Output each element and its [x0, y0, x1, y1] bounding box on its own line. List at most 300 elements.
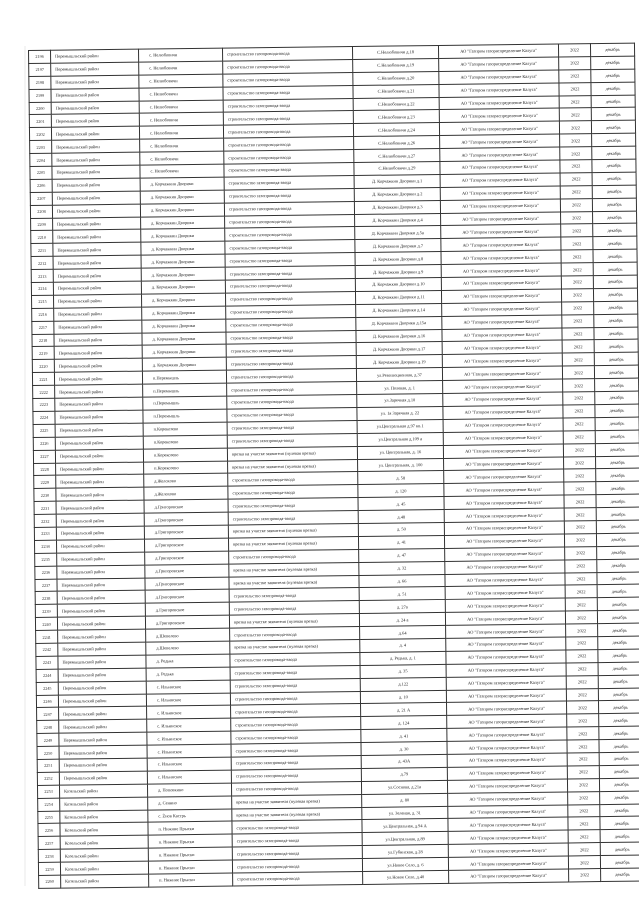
- row-number-cell: 2247: [37, 708, 59, 721]
- work-type-cell: строительство газопровода-ввода: [224, 137, 354, 151]
- district-cell: Перемышльский район: [55, 410, 143, 424]
- month-cell: декабрь: [596, 533, 639, 546]
- year-cell: 2022: [559, 95, 591, 108]
- district-cell: Перемышльский район: [51, 62, 139, 76]
- district-cell: Перемышльский район: [54, 307, 142, 321]
- settlement-cell: с. Нелюбовичи: [138, 48, 222, 62]
- month-cell: декабрь: [591, 56, 635, 69]
- year-cell: 2022: [563, 443, 595, 456]
- district-cell: Перемышльский район: [55, 449, 143, 463]
- year-cell: 2022: [568, 804, 600, 817]
- settlement-cell: п.Перемышль: [143, 383, 227, 397]
- row-number-cell: 2246: [36, 695, 58, 708]
- work-type-cell: строительство газопровода-ввода: [228, 498, 358, 512]
- row-number-cell: 2236: [35, 566, 57, 579]
- settlement-cell: д.Григоровское: [144, 525, 228, 539]
- address-cell: д. 10: [360, 690, 446, 704]
- work-type-cell: строительство газопровода-ввода: [224, 163, 354, 177]
- contractor-cell: АО "Газпром газораспределение Калуга": [446, 676, 566, 690]
- address-cell: ул. Центральная, д. 100: [358, 458, 444, 472]
- district-cell: Козельский район: [60, 797, 148, 811]
- work-type-cell: врезка на участке заявителя (нулевая врезка): [228, 536, 358, 550]
- row-number-cell: 2257: [38, 836, 60, 849]
- month-cell: декабрь: [600, 855, 639, 868]
- work-type-cell: строительство газопровода-ввода: [228, 485, 358, 499]
- month-cell: декабрь: [598, 688, 639, 701]
- address-cell: С.Нелюбовичи д.20: [353, 71, 439, 85]
- month-cell: декабрь: [596, 468, 639, 481]
- contractor-cell: АО "Газпром газораспределение Калуга": [438, 44, 558, 58]
- row-number-cell: 2228: [34, 463, 56, 476]
- month-cell: декабрь: [598, 623, 639, 636]
- work-type-cell: строительство газопровода-ввода: [227, 420, 357, 434]
- row-number-cell: 2242: [36, 643, 58, 656]
- district-cell: Перемышльский район: [56, 475, 144, 489]
- settlement-cell: д. Корчажкин Дворики: [141, 216, 225, 230]
- month-cell: декабрь: [599, 765, 639, 778]
- district-cell: Перемышльский район: [53, 217, 141, 231]
- work-type-cell: строительство газопровода-ввода: [223, 124, 353, 138]
- settlement-cell: с. Нелюбовичи: [139, 61, 223, 75]
- district-cell: Козельский район: [60, 823, 148, 837]
- address-cell: Д. Корчажкин Дворики д.1: [354, 174, 440, 188]
- month-cell: декабрь: [600, 842, 639, 855]
- row-number-cell: 2221: [32, 372, 54, 385]
- settlement-cell: с. Ильинское: [146, 693, 230, 707]
- district-cell: Козельский район: [60, 861, 148, 875]
- settlement-cell: д. Корчажкин Дворики: [141, 254, 225, 268]
- row-number-cell: 2251: [37, 759, 59, 772]
- month-cell: декабрь: [597, 584, 639, 597]
- contractor-cell: АО "Газпром газораспределение Калуга": [443, 431, 563, 445]
- month-cell: декабрь: [594, 314, 638, 327]
- settlement-cell: с. Нелюбовичи: [140, 164, 224, 178]
- row-number-cell: 2211: [31, 244, 53, 257]
- address-cell: ул.Революционная, д.37: [356, 368, 442, 382]
- row-number-cell: 2213: [31, 269, 53, 282]
- district-cell: Перемышльский район: [51, 101, 139, 115]
- work-type-cell: строительство газопровода-ввода: [231, 755, 361, 769]
- contractor-cell: АО "Газпром газораспределение Калуга": [447, 779, 567, 793]
- address-cell: Д. Корчажкин Дворики д.10: [355, 277, 441, 291]
- row-number-cell: 2216: [32, 308, 54, 321]
- month-cell: декабрь: [591, 108, 635, 121]
- month-cell: декабрь: [595, 417, 639, 430]
- month-cell: декабрь: [599, 726, 639, 739]
- month-cell: декабрь: [600, 829, 639, 842]
- contractor-cell: АО "Газпром газораспределение Калуга": [439, 83, 559, 97]
- row-number-cell: 2224: [33, 411, 55, 424]
- work-type-cell: строительство газопровода-ввода: [230, 665, 360, 679]
- month-cell: декабрь: [591, 95, 635, 108]
- row-number-cell: 2196: [29, 50, 51, 63]
- settlement-cell: д.Шепелево: [146, 628, 230, 642]
- district-cell: Перемышльский район: [52, 139, 140, 153]
- year-cell: 2022: [561, 211, 593, 224]
- district-cell: Перемышльский район: [59, 719, 147, 733]
- month-cell: декабрь: [593, 236, 637, 249]
- year-cell: 2022: [569, 869, 601, 882]
- district-cell: Перемышльский район: [51, 75, 139, 89]
- month-cell: декабрь: [593, 211, 637, 224]
- contractor-cell: АО "Газпром газораспределение Калуга": [441, 224, 561, 238]
- year-cell: 2022: [559, 69, 591, 82]
- work-type-cell: строительство газопровода-ввода: [226, 343, 356, 357]
- settlement-cell: с. Нелюбовичи: [139, 100, 223, 114]
- district-cell: Перемышльский район: [55, 436, 143, 450]
- row-number-cell: 2201: [29, 115, 51, 128]
- address-cell: ул. Полевая, д. 1: [357, 381, 443, 395]
- contractor-cell: АО "Газпром газораспределение Калуга": [445, 598, 565, 612]
- contractor-cell: АО "Газпром газораспределение Калуга": [447, 753, 567, 767]
- contractor-cell: АО "Газпром газораспределение Калуга": [444, 456, 564, 470]
- month-cell: декабрь: [591, 120, 635, 133]
- address-cell: д.79: [361, 767, 447, 781]
- row-number-cell: 2230: [34, 488, 56, 501]
- district-cell: Козельский район: [60, 835, 148, 849]
- month-cell: декабрь: [590, 43, 634, 56]
- month-cell: декабрь: [593, 224, 637, 237]
- work-type-cell: строительство газопровода-ввода: [225, 253, 355, 267]
- work-type-cell: строительство газопровода-ввода: [231, 781, 361, 795]
- address-cell: д.48: [358, 510, 444, 524]
- address-cell: Д. Корчажкин Дворики д.16: [356, 329, 442, 343]
- month-cell: декабрь: [599, 739, 639, 752]
- address-cell: д. 47: [359, 548, 445, 562]
- work-type-cell: строительство газопровода-ввода: [232, 820, 362, 834]
- settlement-cell: д. Поповкино: [147, 783, 231, 797]
- address-cell: д. 50: [358, 522, 444, 536]
- year-cell: 2022: [565, 585, 597, 598]
- row-number-cell: 2208: [30, 205, 52, 218]
- work-type-cell: строительство газопровода-ввода: [225, 291, 355, 305]
- settlement-cell: п.Перемышль: [143, 396, 227, 410]
- year-cell: 2022: [561, 263, 593, 276]
- district-cell: Перемышльский район: [53, 242, 141, 256]
- district-cell: Перемышльский район: [53, 255, 141, 269]
- address-cell: Д. Корчажкин Дворики д.8: [355, 252, 441, 266]
- district-cell: Перемышльский район: [58, 681, 146, 695]
- contractor-cell: АО "Газпром газораспределение Калуга": [445, 572, 565, 586]
- settlement-cell: п.Корекозево: [143, 435, 227, 449]
- row-number-cell: 2254: [38, 798, 60, 811]
- year-cell: 2022: [560, 198, 592, 211]
- row-number-cell: 2210: [31, 231, 53, 244]
- year-cell: 2022: [567, 765, 599, 778]
- district-cell: Перемышльский район: [52, 178, 140, 192]
- settlement-cell: д.Григоровское: [144, 512, 228, 526]
- work-type-cell: строительство газопровода-ввода: [231, 704, 361, 718]
- work-type-cell: строительство газопровода-ввода: [223, 59, 353, 73]
- settlement-cell: д. Сенино: [148, 796, 232, 810]
- district-cell: Перемышльский район: [58, 655, 146, 669]
- year-cell: 2022: [565, 546, 597, 559]
- row-number-cell: 2249: [37, 733, 59, 746]
- row-number-cell: 2244: [36, 669, 58, 682]
- contractor-cell: АО "Газпром газораспределение Калуга": [445, 547, 565, 561]
- year-cell: 2022: [563, 430, 595, 443]
- month-cell: декабрь: [597, 597, 639, 610]
- year-cell: 2022: [564, 482, 596, 495]
- district-cell: Перемышльский район: [52, 191, 140, 205]
- contractor-cell: АО "Газпром газораспределение Калуга": [448, 817, 568, 831]
- district-cell: Перемышльский район: [57, 616, 145, 630]
- contractor-cell: АО "Газпром газораспределение Калуга": [446, 663, 566, 677]
- month-cell: декабрь: [594, 340, 638, 353]
- settlement-cell: д.Григоровское: [145, 602, 229, 616]
- month-cell: декабрь: [593, 275, 637, 288]
- district-cell: Перемышльский район: [51, 88, 139, 102]
- address-cell: д. Редька, д. 1: [360, 651, 446, 665]
- work-type-cell: врезка на участке заявителя (нулевая врезка): [227, 446, 357, 460]
- row-number-cell: 2232: [34, 514, 56, 527]
- year-cell: 2022: [561, 237, 593, 250]
- year-cell: 2022: [563, 379, 595, 392]
- settlement-cell: д.Григоровское: [145, 589, 229, 603]
- month-cell: декабрь: [592, 133, 636, 146]
- row-number-cell: 2231: [34, 501, 56, 514]
- contractor-cell: АО "Газпром газораспределение Калуга": [444, 469, 564, 483]
- address-cell: Д. Корчажкин Дворики д.14: [356, 303, 442, 317]
- work-type-cell: строительство газопровода-ввода: [227, 407, 357, 421]
- settlement-cell: д.Григоровское: [145, 577, 229, 591]
- work-type-cell: строительство газопровода-ввода: [229, 588, 359, 602]
- row-number-cell: 2206: [30, 179, 52, 192]
- year-cell: 2022: [563, 417, 595, 430]
- contractor-cell: АО "Газпром газораспределение Калуга": [442, 302, 562, 316]
- district-cell: Козельский район: [61, 874, 149, 888]
- contractor-cell: АО "Газпром газораспределение Калуга": [448, 805, 568, 819]
- table-body: [29, 43, 639, 888]
- year-cell: 2022: [559, 108, 591, 121]
- year-cell: 2022: [563, 392, 595, 405]
- address-cell: Д. Корчажкин Дворики д.3: [354, 200, 440, 214]
- month-cell: декабрь: [598, 636, 639, 649]
- settlement-cell: д. Корчажкин Дворики: [141, 280, 225, 294]
- month-cell: декабрь: [600, 791, 639, 804]
- year-cell: 2022: [564, 508, 596, 521]
- contractor-cell: АО "Газпром газораспределение Калуга": [446, 637, 566, 651]
- row-number-cell: 2237: [35, 579, 57, 592]
- row-number-cell: 2241: [36, 630, 58, 643]
- contractor-cell: АО "Газпром газораспределение Калуга": [441, 250, 561, 264]
- year-cell: 2022: [564, 495, 596, 508]
- year-cell: 2022: [564, 456, 596, 469]
- settlement-cell: д. Корчажкин Дворики: [141, 267, 225, 281]
- year-cell: 2022: [568, 856, 600, 869]
- year-cell: 2022: [566, 662, 598, 675]
- district-cell: Перемышльский район: [54, 320, 142, 334]
- contractor-cell: АО "Газпром газораспределение Калуга": [443, 418, 563, 432]
- district-cell: Перемышльский район: [54, 346, 142, 360]
- year-cell: 2022: [567, 714, 599, 727]
- contractor-cell: АО "Газпром газораспределение Калуга": [439, 108, 559, 122]
- contractor-cell: АО "Газпром газораспределение Калуга": [441, 212, 561, 226]
- contractor-cell: АО "Газпром газораспределение Калуга": [446, 650, 566, 664]
- district-cell: Перемышльский район: [51, 49, 139, 63]
- settlement-cell: д. Корчажкин Дворики: [140, 190, 224, 204]
- work-type-cell: строительство газопровода-ввода: [230, 691, 360, 705]
- address-cell: д. 27а: [359, 600, 445, 614]
- row-number-cell: 2250: [37, 746, 59, 759]
- year-cell: 2022: [566, 649, 598, 662]
- year-cell: 2022: [558, 44, 590, 57]
- row-number-cell: 2245: [36, 682, 58, 695]
- settlement-cell: д. Корчажкин Дворики: [142, 357, 226, 371]
- contractor-cell: АО "Газпром газораспределение Калуга": [440, 147, 560, 161]
- contractor-cell: АО "Газпром газораспределение Калуга": [443, 405, 563, 419]
- year-cell: 2022: [560, 147, 592, 160]
- month-cell: декабрь: [597, 572, 639, 585]
- row-number-cell: 2234: [34, 540, 56, 553]
- address-cell: С.Нелюбовичи д.18: [352, 45, 438, 59]
- month-cell: декабрь: [599, 713, 639, 726]
- district-cell: Козельский район: [60, 848, 148, 862]
- year-cell: 2022: [560, 185, 592, 198]
- work-type-cell: строительство газопровода-ввода: [229, 549, 359, 563]
- settlement-cell: д.Григоровское: [145, 551, 229, 565]
- month-cell: декабрь: [598, 700, 639, 713]
- row-number-cell: 2199: [29, 89, 51, 102]
- row-number-cell: 2260: [39, 875, 61, 888]
- contractor-cell: АО "Газпром газораспределение Калуга": [439, 57, 559, 71]
- contractor-cell: АО "Газпром газораспределение Калуга": [447, 766, 567, 780]
- year-cell: 2022: [566, 637, 598, 650]
- contractor-cell: АО "Газпром газораспределение Калуга": [440, 134, 560, 148]
- year-cell: 2022: [563, 405, 595, 418]
- year-cell: 2022: [560, 160, 592, 173]
- month-cell: декабрь: [595, 430, 639, 443]
- contractor-cell: АО "Газпром газораспределение Калуга": [440, 199, 560, 213]
- district-cell: Перемышльский район: [52, 152, 140, 166]
- month-cell: декабрь: [595, 378, 639, 391]
- work-type-cell: врезка на участке заявителя (нулевая врезка): [232, 794, 362, 808]
- month-cell: декабрь: [591, 69, 635, 82]
- address-cell: С.Нелюбовичи д.27: [354, 149, 440, 163]
- contractor-cell: АО "Газпром газораспределение Калуга": [444, 482, 564, 496]
- row-number-cell: 2259: [38, 862, 60, 875]
- settlement-cell: п.Корекозево: [144, 461, 228, 475]
- district-cell: Перемышльский район: [58, 668, 146, 682]
- settlement-cell: п. Нижние Прыски: [148, 822, 232, 836]
- row-number-cell: 2197: [29, 63, 51, 76]
- work-type-cell: строительство газопровода-ввода: [231, 717, 361, 731]
- settlement-cell: с. Ильинское: [146, 680, 230, 694]
- address-cell: д.64: [360, 626, 446, 640]
- work-type-cell: строительство газопровода-ввода: [224, 188, 354, 202]
- work-type-cell: строительство газопровода-ввода: [227, 382, 357, 396]
- contractor-cell: АО "Газпром газораспределение Калуга": [443, 392, 563, 406]
- contractor-cell: АО "Газпром газораспределение Калуга": [441, 276, 561, 290]
- settlement-cell: с. Ильинское: [147, 731, 231, 745]
- row-number-cell: 2198: [29, 76, 51, 89]
- district-cell: Перемышльский район: [57, 591, 145, 605]
- month-cell: декабрь: [595, 404, 639, 417]
- contractor-cell: АО "Газпром газораспределение Калуга": [442, 315, 562, 329]
- year-cell: 2022: [566, 701, 598, 714]
- row-number-cell: 2238: [35, 592, 57, 605]
- month-cell: декабрь: [601, 868, 639, 881]
- address-cell: ул.Центральная д.109 а: [357, 432, 443, 446]
- address-cell: Д. Корчажкин Дворики д.2: [354, 187, 440, 201]
- address-cell: д. 32: [359, 561, 445, 575]
- district-cell: Перемышльский район: [52, 204, 140, 218]
- district-cell: Перемышльский район: [51, 114, 139, 128]
- contractor-cell: АО "Газпром газораспределение Калуга": [442, 328, 562, 342]
- settlement-cell: д. Редька: [146, 667, 230, 681]
- month-cell: декабрь: [592, 159, 636, 172]
- work-type-cell: строительство газопровода-ввода: [223, 72, 353, 86]
- work-type-cell: строительство газопровода-ввода: [232, 846, 362, 860]
- address-cell: С.Нелюбовичи д.22: [353, 97, 439, 111]
- year-cell: 2022: [562, 353, 594, 366]
- contractor-cell: АО "Газпром газораспределение Калуга": [440, 173, 560, 187]
- page-edge-shadow: [24, 46, 26, 886]
- district-cell: Перемышльский район: [54, 359, 142, 373]
- address-cell: д. 58: [358, 471, 444, 485]
- settlement-cell: с. Нелюбовичи: [139, 113, 223, 127]
- year-cell: 2022: [567, 740, 599, 753]
- month-cell: декабрь: [596, 520, 639, 533]
- month-cell: декабрь: [599, 778, 639, 791]
- settlement-cell: д.Желохово: [144, 486, 228, 500]
- year-cell: 2022: [564, 521, 596, 534]
- month-cell: декабрь: [599, 752, 639, 765]
- settlement-cell: д.Григоровское: [144, 538, 228, 552]
- year-cell: 2022: [559, 82, 591, 95]
- address-cell: д. 4: [360, 638, 446, 652]
- contractor-cell: АО "Газпром газораспределение Калуга": [448, 843, 568, 857]
- work-type-cell: строительство газопровода-ввода: [224, 175, 354, 189]
- row-number-cell: 2203: [30, 140, 52, 153]
- month-cell: декабрь: [593, 249, 637, 262]
- district-cell: Перемышльский район: [59, 771, 147, 785]
- work-type-cell: врезка на участке заявителя (нулевая врезка): [229, 562, 359, 576]
- work-type-cell: строительство газопровода-ввода: [223, 111, 353, 125]
- address-cell: д. 41: [358, 535, 444, 549]
- settlement-cell: д.Григоровское: [145, 564, 229, 578]
- district-cell: Перемышльский район: [54, 371, 142, 385]
- contractor-cell: АО "Газпром газораспределение Калуга": [440, 186, 560, 200]
- contractor-cell: АО "Газпром газораспределение Калуга": [448, 792, 568, 806]
- work-type-cell: строительство газопровода-ввода: [224, 201, 354, 215]
- work-type-cell: строительство газопровода-ввода: [224, 150, 354, 164]
- work-type-cell: врезка на участке заявителя (нулевая врезка): [230, 639, 360, 653]
- settlement-cell: с. Нелюбовичи: [140, 151, 224, 165]
- year-cell: 2022: [567, 778, 599, 791]
- month-cell: декабрь: [594, 365, 638, 378]
- year-cell: 2022: [560, 173, 592, 186]
- month-cell: декабрь: [594, 301, 638, 314]
- district-cell: Перемышльский район: [56, 500, 144, 514]
- row-number-cell: 2229: [34, 476, 56, 489]
- work-type-cell: строительство газопровода-ввода: [225, 214, 355, 228]
- work-type-cell: строительство газопровода-ввода: [232, 859, 362, 873]
- row-number-cell: 2214: [31, 282, 53, 295]
- district-cell: Перемышльский район: [56, 526, 144, 540]
- month-cell: декабрь: [593, 262, 637, 275]
- work-type-cell: строительство газопровода-ввода: [223, 98, 353, 112]
- row-number-cell: 2212: [31, 256, 53, 269]
- row-number-cell: 2218: [32, 334, 54, 347]
- year-cell: 2022: [564, 469, 596, 482]
- row-number-cell: 2219: [32, 347, 54, 360]
- contractor-cell: АО "Газпром газораспределение Калуга": [446, 689, 566, 703]
- address-cell: д. 66: [359, 574, 445, 588]
- district-cell: Перемышльский район: [56, 487, 144, 501]
- address-cell: ул. Зеленая, д. 31: [362, 806, 448, 820]
- settlement-cell: с. Ильинское: [147, 705, 231, 719]
